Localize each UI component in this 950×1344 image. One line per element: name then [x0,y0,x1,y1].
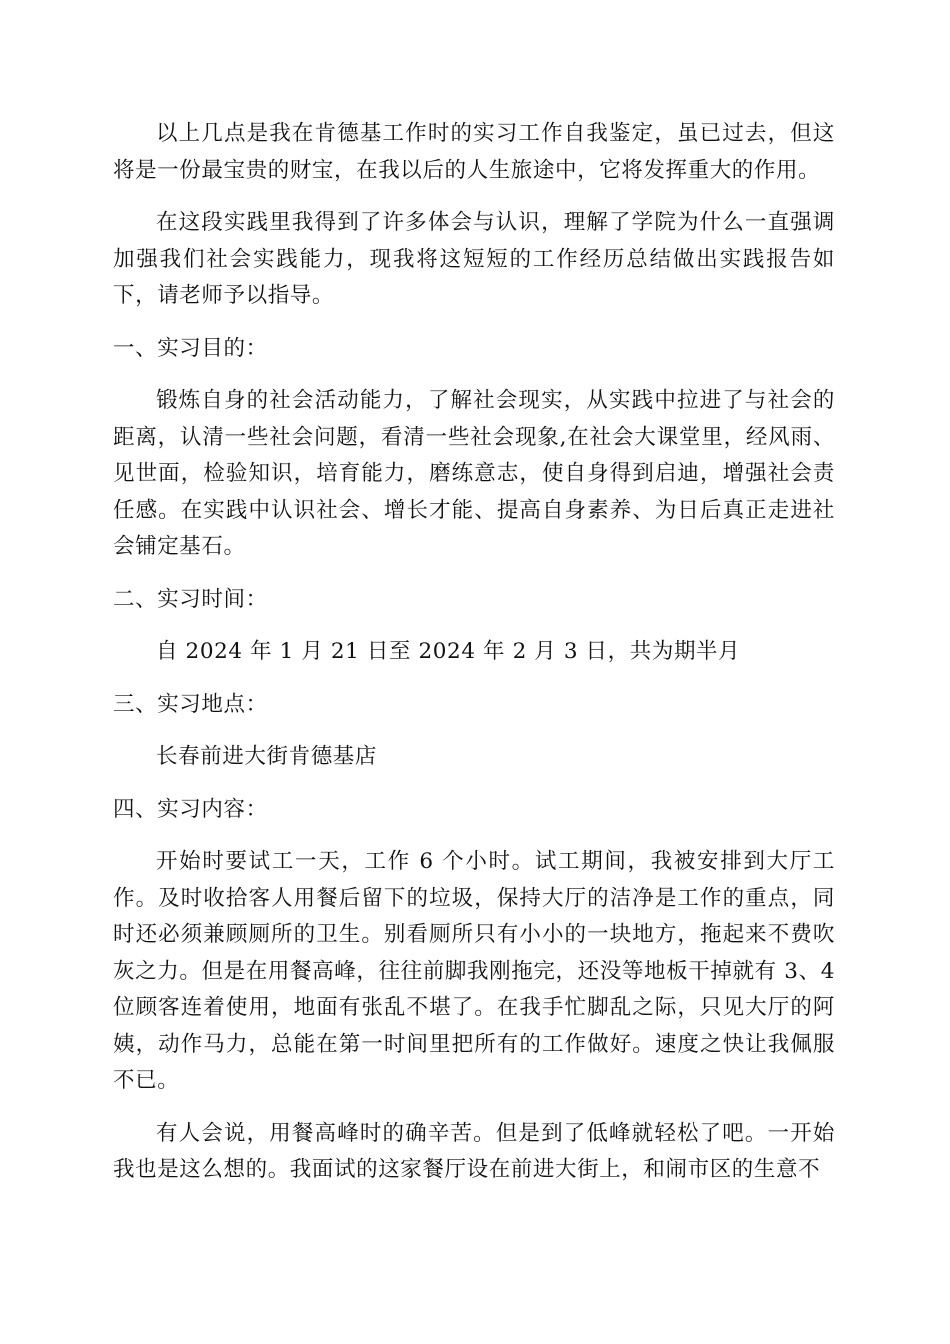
heading-location: 三、实习地点： [113,691,268,717]
heading-purpose: 一、实习目的： [113,335,268,361]
paragraph-content-1: 开始时要试工一天，工作 6 个小时。试工期间，我被安排到大厅工作。及时收拾客人用餐后留下的垃圾，保持大厅的洁净是工作的重点，同时还必须兼顾厕所的卫生。别看厕所只有小小的一块地方，拖起来不费吹灰之力。但是在用餐高峰，往往前脚我刚拖完，还没等地板干掉就有 3、4 位顾客连着使用，地面有张乱不堪了。在我手忙脚乱之际，只见大厅的阿姨，动作马力，总能在第一时间里把所有的工作做好。速度之快让我佩服不已。 [113,849,835,1093]
paragraph-introduction: 在这段实践里我得到了许多体会与认识，理解了学院为什么一直强调加强我们社会实践能力，现我将这短短的工作经历总结做出实践报告如下，请老师予以指导。 [113,210,835,308]
document-page [113,116,835,1205]
paragraph-self-evaluation: 以上几点是我在肯德基工作时的实习工作自我鉴定，虽已过去，但这将是一份最宝贵的财宝，在我以后的人生旅途中，它将发挥重大的作用。 [113,121,835,183]
heading-content: 四、实习内容： [113,796,268,822]
paragraph-purpose: 锻炼自身的社会活动能力，了解社会现实，从实践中拉进了与社会的距离，认清一些社会问题，看清一些社会现象,在社会大课堂里，经风雨、见世面，检验知识，培育能力，磨练意志，使自身得到启迪，增强社会责任感。在实践中认识社会、增长才能、提高自身素养、为日后真正走进社会铺定基石。 [113,388,835,559]
paragraph-time: 自 2024 年 1 月 21 日至 2024 年 2 月 3 日，共为期半月 [156,639,741,664]
paragraph-location: 长春前进大街肯德基店 [156,744,378,769]
paragraph-content-2: 有人会说，用餐高峰时的确辛苦。但是到了低峰就轻松了吧。一开始我也是这么想的。我面试的这家餐厅设在前进大街上，和闹市区的生意不 [113,1120,835,1182]
heading-time: 二、实习时间： [113,586,268,612]
